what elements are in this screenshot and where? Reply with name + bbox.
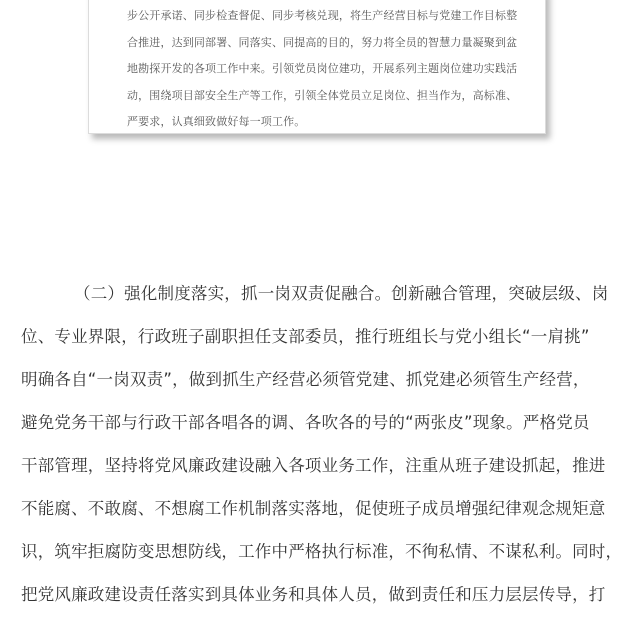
paragraph-line: （二）强化制度落实，抓一岗双责促融合。创新融合管理，突破层级、岗 <box>74 284 609 303</box>
card-text-line: 步公开承诺、同步检查督促、同步考核兑现，将生产经营目标与党建工作目标整 <box>127 9 518 22</box>
paragraph-line: 把党风廉政建设责任落实到具体业务和具体人员，做到责任和压力层层传导，打 <box>21 585 606 604</box>
paragraph-line: 明确各自“一岗双责”，做到抓生产经营必须管党建、抓党建必须管生产经营， <box>21 370 590 389</box>
paragraph-line: 避免党务干部与行政干部各唱各的调、各吹各的号的“两张皮”现象。严格党员 <box>21 413 590 432</box>
paragraph-line: 不能腐、不敢腐、不想腐工作机制落实落地，促使班子成员增强纪律观念规矩意 <box>21 499 606 518</box>
card-text-line: 地勘探开发的各项工作中来。引领党员岗位建功，开展系列主题岗位建功实践活 <box>127 62 518 75</box>
quote-card <box>88 0 546 134</box>
paragraph-line: 位、专业界限，行政班子副职担任支部委员，推行班组长与党小组长“一肩挑” <box>21 327 590 346</box>
paragraph-line: 识，筑牢拒腐防变思想防线，工作中严格执行标准，不徇私情、不谋私利。同时， <box>21 542 623 561</box>
card-text-line: 合推进，达到同部署、同落实、同提高的目的，努力将全员的智慧力量凝聚到盆 <box>127 35 518 49</box>
paragraph-line: 干部管理，坚持将党风廉政建设融入各项业务工作，注重从班子建设抓起，推进 <box>21 456 606 475</box>
card-text-line: 严要求，认真细致做好每一项工作。 <box>127 115 306 128</box>
quote-card-wrapper <box>88 0 550 138</box>
card-text-line: 动，围绕项目部安全生产等工作，引领全体党员立足岗位、担当作为，高标准、 <box>127 88 518 102</box>
article-body <box>21 272 621 616</box>
